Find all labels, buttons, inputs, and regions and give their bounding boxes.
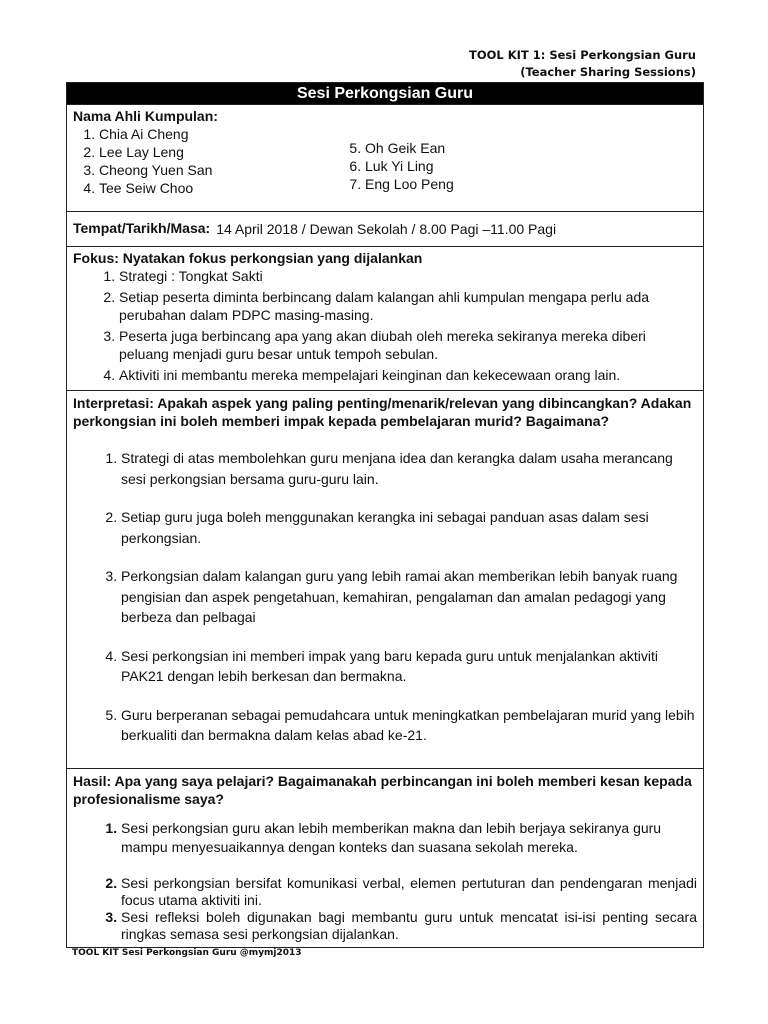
interpretation-item: 1. Strategi di atas membolehkan guru menjana idea dan kerangka dalam usaha merancang sesi perkongsian bersama guru-guru lain. — [121, 448, 697, 489]
members-column-left — [73, 125, 339, 207]
sharing-session-form — [66, 82, 704, 948]
member-item: 7. Eng Loo Peng — [365, 175, 454, 193]
outcome-item: 3. Sesi refleksi boleh digunakan bagi membantu guru untuk mencatat isi-isi penting secara ringkas semasa sesi perkongsian dijalankan. — [121, 909, 697, 943]
focus-section — [67, 246, 703, 390]
interpretation-item: 4. Sesi perkongsian ini memberi impak yang baru kepada guru untuk menjalankan aktiviti PAK21 dengan lebih berkesan dan bermakna. — [121, 646, 697, 687]
venue-date-time-section — [67, 211, 703, 246]
outcome-item: 1. Sesi perkongsian guru akan lebih memberikan makna dan lebih berjaya sekiranya guru mampu menyesuaikannya dengan konteks dan suasana sekolah mereka. — [121, 819, 697, 857]
member-item: 6. Luk Yi Ling — [365, 157, 454, 175]
member-item: 2. Lee Lay Leng — [99, 143, 339, 161]
toolkit-header-line1: TOOL KIT 1: Sesi Perkongsian Guru — [468, 48, 696, 62]
outcome-item: 2. Sesi perkongsian bersifat komunikasi verbal, elemen pertuturan dan pendengaran menjadi focus utama aktiviti ini. — [121, 875, 697, 909]
focus-item: 3. Peserta juga berbincang apa yang akan diubah oleh mereka sekiranya mereka diberi peluang menjadi guru besar untuk tempoh sebulan. — [119, 327, 697, 364]
outcome-section — [67, 768, 703, 947]
interpretation-item: 3. Perkongsian dalam kalangan guru yang lebih ramai akan memberikan lebih banyak ruang pengisian dan aspek pengetahuan, kemahiran, pengalaman dan amalan pedagogi yang berbeza dan pelbagai — [121, 566, 697, 628]
interpretation-item: 2. Setiap guru juga boleh menggunakan kerangka ini sebagai panduan asas dalam sesi perkongsian. — [121, 507, 697, 548]
toolkit-header-line2: (Teacher Sharing Sessions) — [520, 65, 696, 79]
interpretation-label: Interpretasi: Apakah aspek yang paling penting/menarik/relevan yang dibincangkan? Adakan perkongsian ini boleh memberi impak kepada pembelajaran murid? Bagaimana? — [73, 395, 692, 429]
member-item: 1. Chia Ai Cheng — [99, 125, 339, 143]
page-footer: TOOL KIT Sesi Perkongsian Guru @mymj2013 — [72, 948, 302, 958]
interpretation-section — [67, 390, 703, 768]
members-label: Nama Ahli Kumpulan: — [73, 108, 218, 124]
focus-item: 4. Aktiviti ini membantu mereka mempelajari keinginan dan kekecewaan orang lain. — [119, 366, 697, 385]
venue-date-time-value: 14 April 2018 / Dewan Sekolah / 8.00 Pagi –11.00 Pagi — [216, 220, 557, 237]
focus-label: Fokus: Nyatakan fokus perkongsian yang dijalankan — [73, 250, 423, 266]
focus-item: 2. Setiap peserta diminta berbincang dalam kalangan ahli kumpulan mengapa perlu ada perubahan dalam PDPC masing-masing. — [119, 288, 697, 325]
member-item: 5. Oh Geik Ean — [365, 139, 454, 157]
member-item: 4. Tee Seiw Choo — [99, 179, 339, 197]
venue-date-time-label: Tempat/Tarikh/Masa: — [73, 220, 211, 236]
form-title: Sesi Perkongsian Guru — [67, 83, 703, 104]
outcome-label: Hasil: Apa yang saya pelajari? Bagaimanakah perbincangan ini boleh memberi kesan kepada profesionalisme saya? — [73, 772, 692, 807]
interpretation-item: 5. Guru berperanan sebagai pemudahcara untuk meningkatkan pembelajaran murid yang lebih berkualiti dan bermakna dalam kelas abad ke-21. — [121, 705, 697, 746]
focus-item: 1. Strategi : Tongkat Sakti — [119, 267, 697, 286]
member-item: 3. Cheong Yuen San — [99, 161, 339, 179]
members-section — [67, 104, 703, 211]
members-column-right — [339, 125, 454, 207]
toolkit-header — [469, 47, 696, 81]
